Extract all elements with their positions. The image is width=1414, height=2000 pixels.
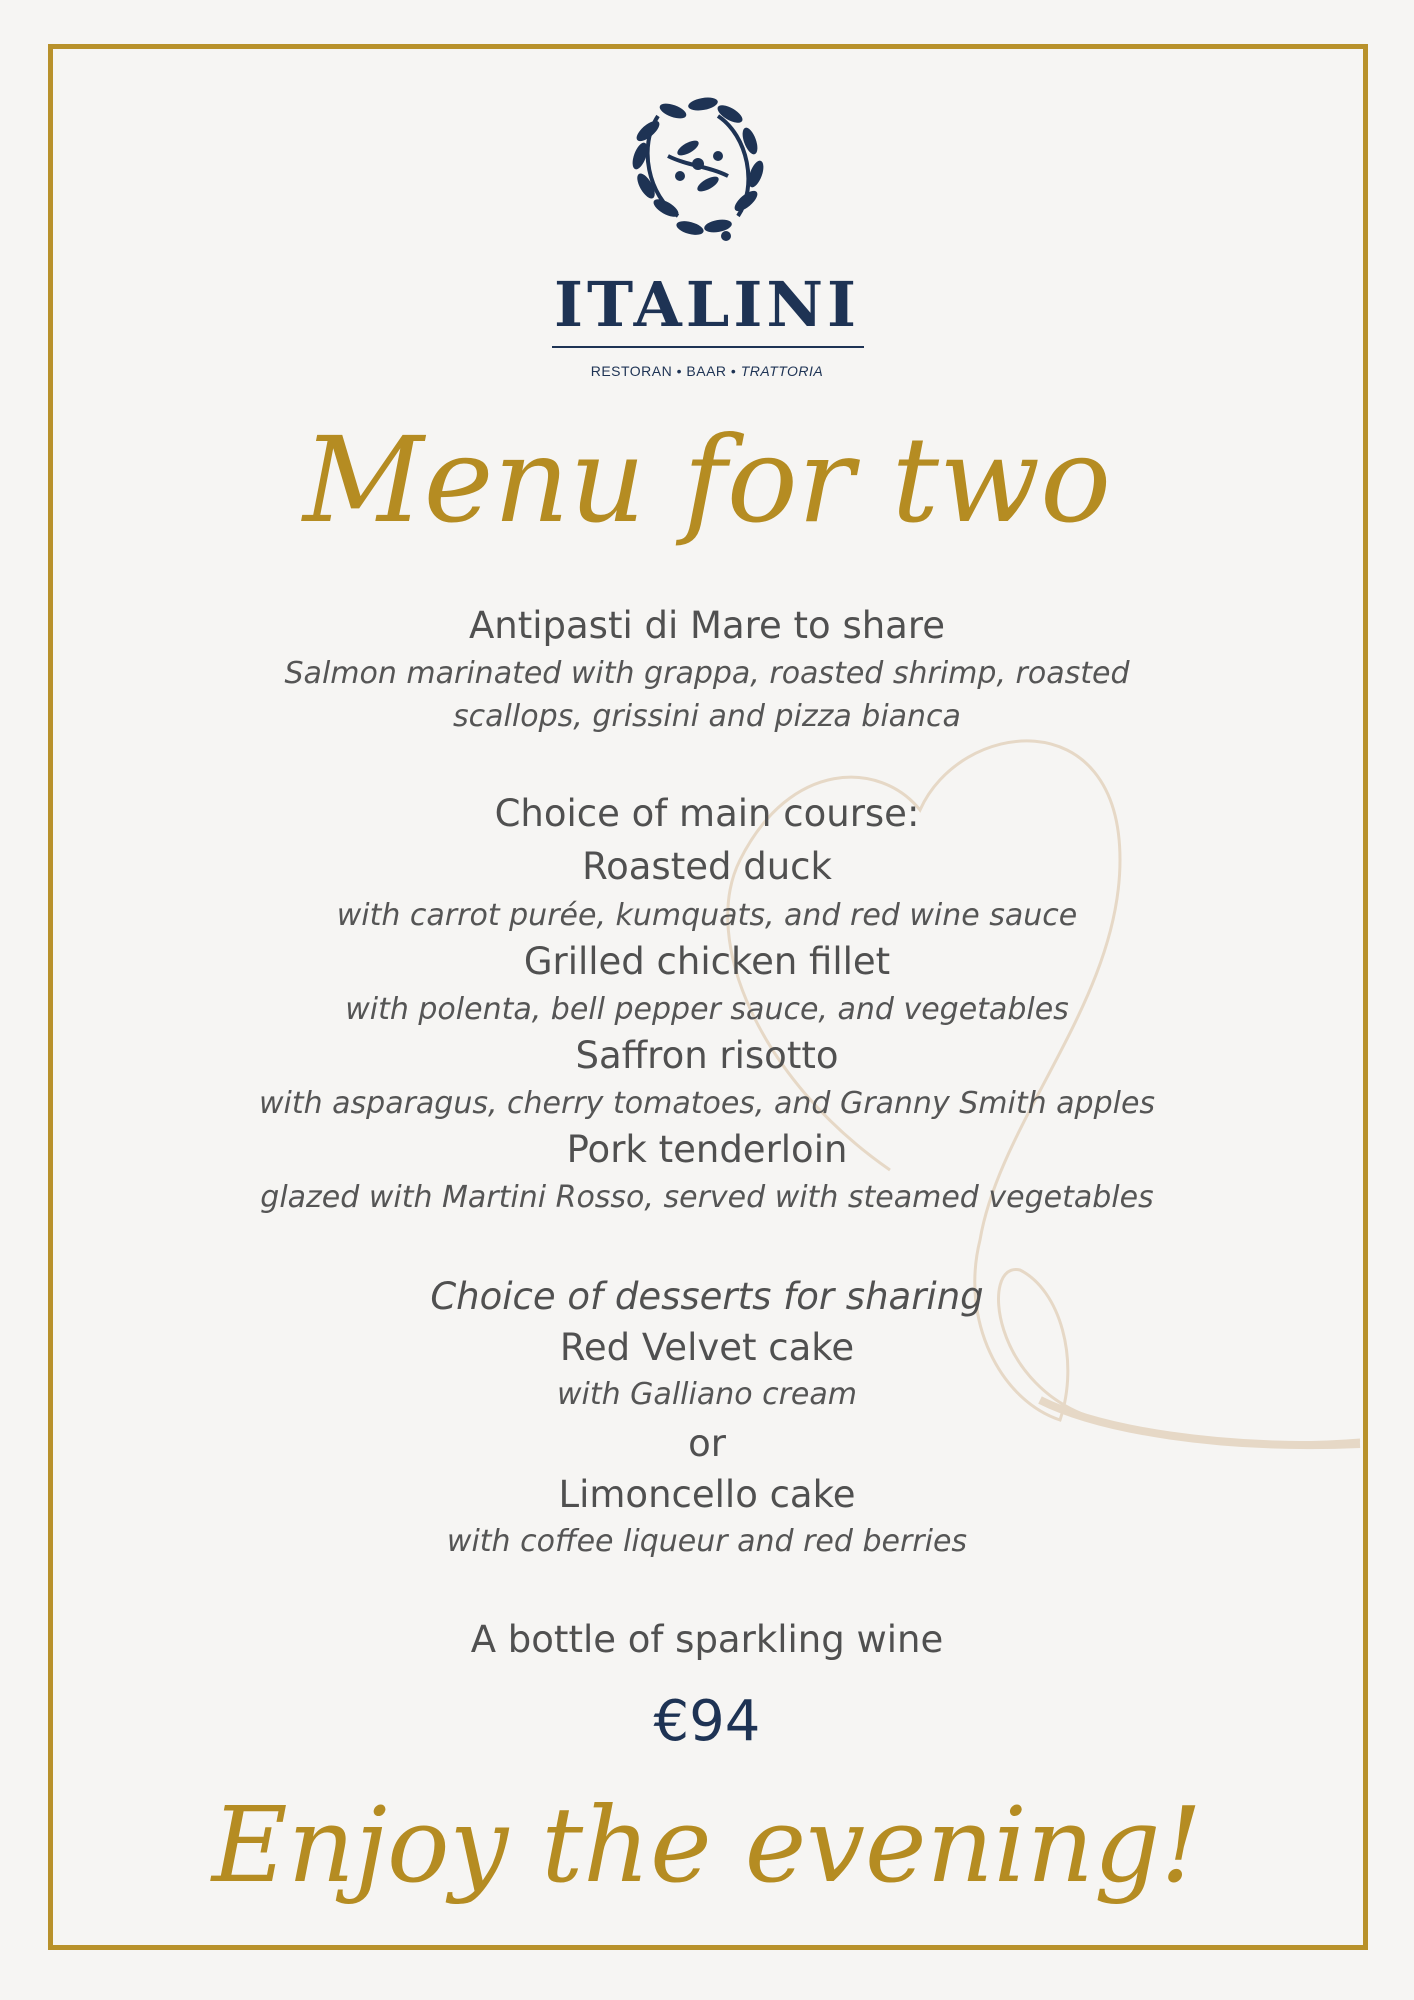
main-item-description: with asparagus, cherry tomatoes, and Granny Smith apples bbox=[258, 1086, 1156, 1121]
menu-title: Menu for two bbox=[302, 411, 1112, 549]
antipasti-description-line-2: scallops, grissini and pizza bianca bbox=[453, 699, 961, 734]
dessert-heading: Choice of desserts for sharing bbox=[430, 1275, 984, 1318]
closing-message: Enjoy the evening! bbox=[211, 1784, 1203, 1906]
dessert-item-description: with coffee liqueur and red berries bbox=[446, 1524, 968, 1559]
main-item-description: with polenta, bell pepper sauce, and vegetables bbox=[345, 992, 1069, 1027]
dessert-item-name: Limoncello cake bbox=[558, 1473, 856, 1516]
olive-wreath-logo-icon bbox=[618, 86, 778, 246]
dessert-item-name: Red Velvet cake bbox=[559, 1326, 855, 1369]
main-item-name: Saffron risotto bbox=[575, 1034, 839, 1077]
brand-tagline bbox=[0, 363, 1414, 379]
antipasti-description-line-1: Salmon marinated with grappa, roasted shrimp, roasted bbox=[284, 656, 1130, 691]
dessert-or-separator: or bbox=[688, 1422, 726, 1465]
main-item-name: Roasted duck bbox=[582, 845, 832, 888]
dessert-item-description: with Galliano cream bbox=[557, 1377, 857, 1412]
main-item-name: Grilled chicken fillet bbox=[523, 940, 891, 983]
brand-divider bbox=[552, 346, 864, 348]
main-item-description: glazed with Martini Rosso, served with steamed vegetables bbox=[260, 1180, 1154, 1215]
main-item-name: Pork tenderloin bbox=[566, 1128, 848, 1171]
wine-included: A bottle of sparkling wine bbox=[470, 1618, 944, 1661]
brand-tagline-trattoria: TRATTORIA bbox=[740, 363, 824, 379]
antipasti-name: Antipasti di Mare to share bbox=[468, 604, 946, 647]
brand-tagline-main: RESTORAN • BAAR • bbox=[590, 363, 741, 379]
brand-name: ITALINI bbox=[553, 268, 861, 341]
main-item-description: with carrot purée, kumquats, and red wine sauce bbox=[336, 898, 1078, 933]
menu-price: €94 bbox=[653, 1689, 761, 1754]
main-course-heading: Choice of main course: bbox=[494, 792, 920, 835]
